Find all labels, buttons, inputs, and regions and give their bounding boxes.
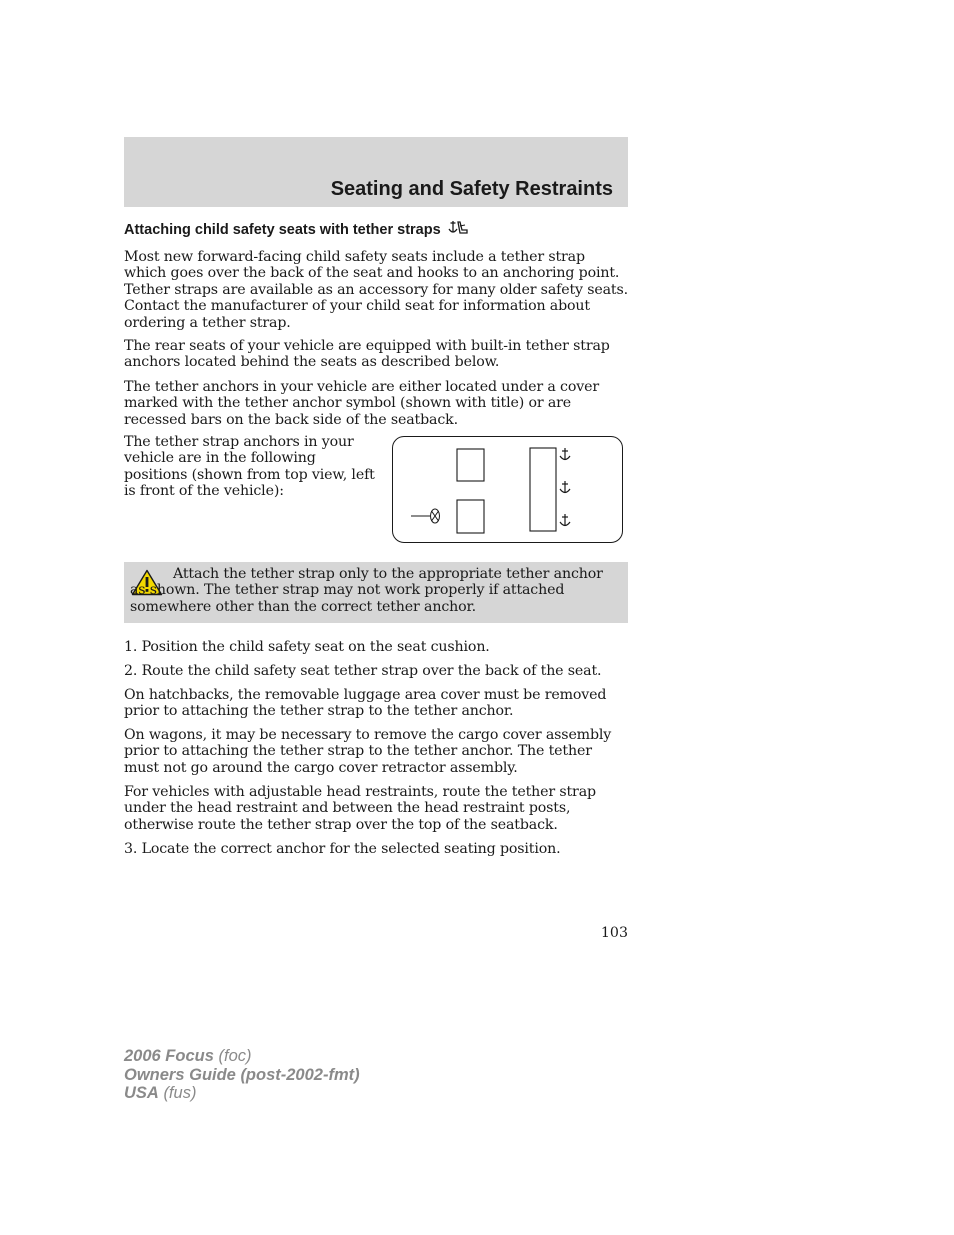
diagram-drawing [393, 437, 622, 542]
paragraph-intro: Most new forward-facing child safety seats include a tether strap which goes over the back of the seat and hooks to an anchoring point. Tether straps are available as an accessory for many older safety seats. Contact the manufacturer of your child seat for information about ordering a tether strap. [124, 249, 628, 331]
warning-box [124, 562, 628, 623]
section-title: Seating and Safety Restraints [330, 178, 613, 200]
section-header-band [124, 137, 628, 207]
paragraph-rear-seats: The rear seats of your vehicle are equipped with built-in tether strap anchors located behind the seats as described below. [124, 338, 610, 371]
paragraph-hatchbacks: On hatchbacks, the removable luggage area cover must be removed prior to attaching the tether strap to the tether anchor. [124, 687, 607, 720]
paragraph-wagons: On wagons, it may be necessary to remove the cargo cover assembly prior to attaching the tether strap to the tether anchor. The tether must not go around the cargo cover retractor assembly. [124, 727, 612, 776]
tether-anchor-icon [560, 448, 570, 460]
footer-line-model: 2006 Focus (foc) [124, 1047, 252, 1065]
paragraph-head-restraints: For vehicles with adjustable head restraints, route the tether strap under the head restraint and between the head restraint posts, otherwise route the tether strap over the top of the seatback. [124, 784, 596, 833]
subheading [124, 220, 628, 238]
warning-text: Attach the tether strap only to the appropriate tether anchor as shown. The tether strap may not work properly if attached somewhere other than the correct tether anchor. [130, 566, 603, 615]
steering-wheel-icon [411, 509, 440, 523]
tether-anchor-diagram [392, 436, 623, 543]
paragraph-anchor-positions: The tether strap anchors in your vehicle are in the following positions (shown from top view, left is front of the vehicle): [124, 434, 375, 500]
footer-line-market: USA (fus) [124, 1084, 197, 1102]
subheading-text: Attaching child safety seats with tether straps [124, 222, 441, 238]
step-3: 3. Locate the correct anchor for the selected seating position. [124, 841, 561, 857]
paragraph-anchor-types: The tether anchors in your vehicle are either located under a cover marked with the tether anchor symbol (shown with title) or are recessed bars on the back side of the seatback. [124, 379, 599, 428]
tether-anchor-seat-icon [448, 220, 468, 237]
document-footer [124, 1047, 360, 1103]
rear-bench-icon [530, 448, 556, 531]
front-seat-icon [457, 449, 484, 481]
page-number: 103 [600, 925, 628, 941]
tether-anchor-icon [560, 481, 570, 493]
step-1: 1. Position the child safety seat on the seat cushion. [124, 639, 490, 655]
tether-anchor-icon [560, 514, 570, 526]
step-2: 2. Route the child safety seat tether strap over the back of the seat. [124, 663, 602, 679]
front-seat-icon [457, 500, 484, 533]
footer-line-guide: Owners Guide (post-2002-fmt) [124, 1065, 360, 1084]
